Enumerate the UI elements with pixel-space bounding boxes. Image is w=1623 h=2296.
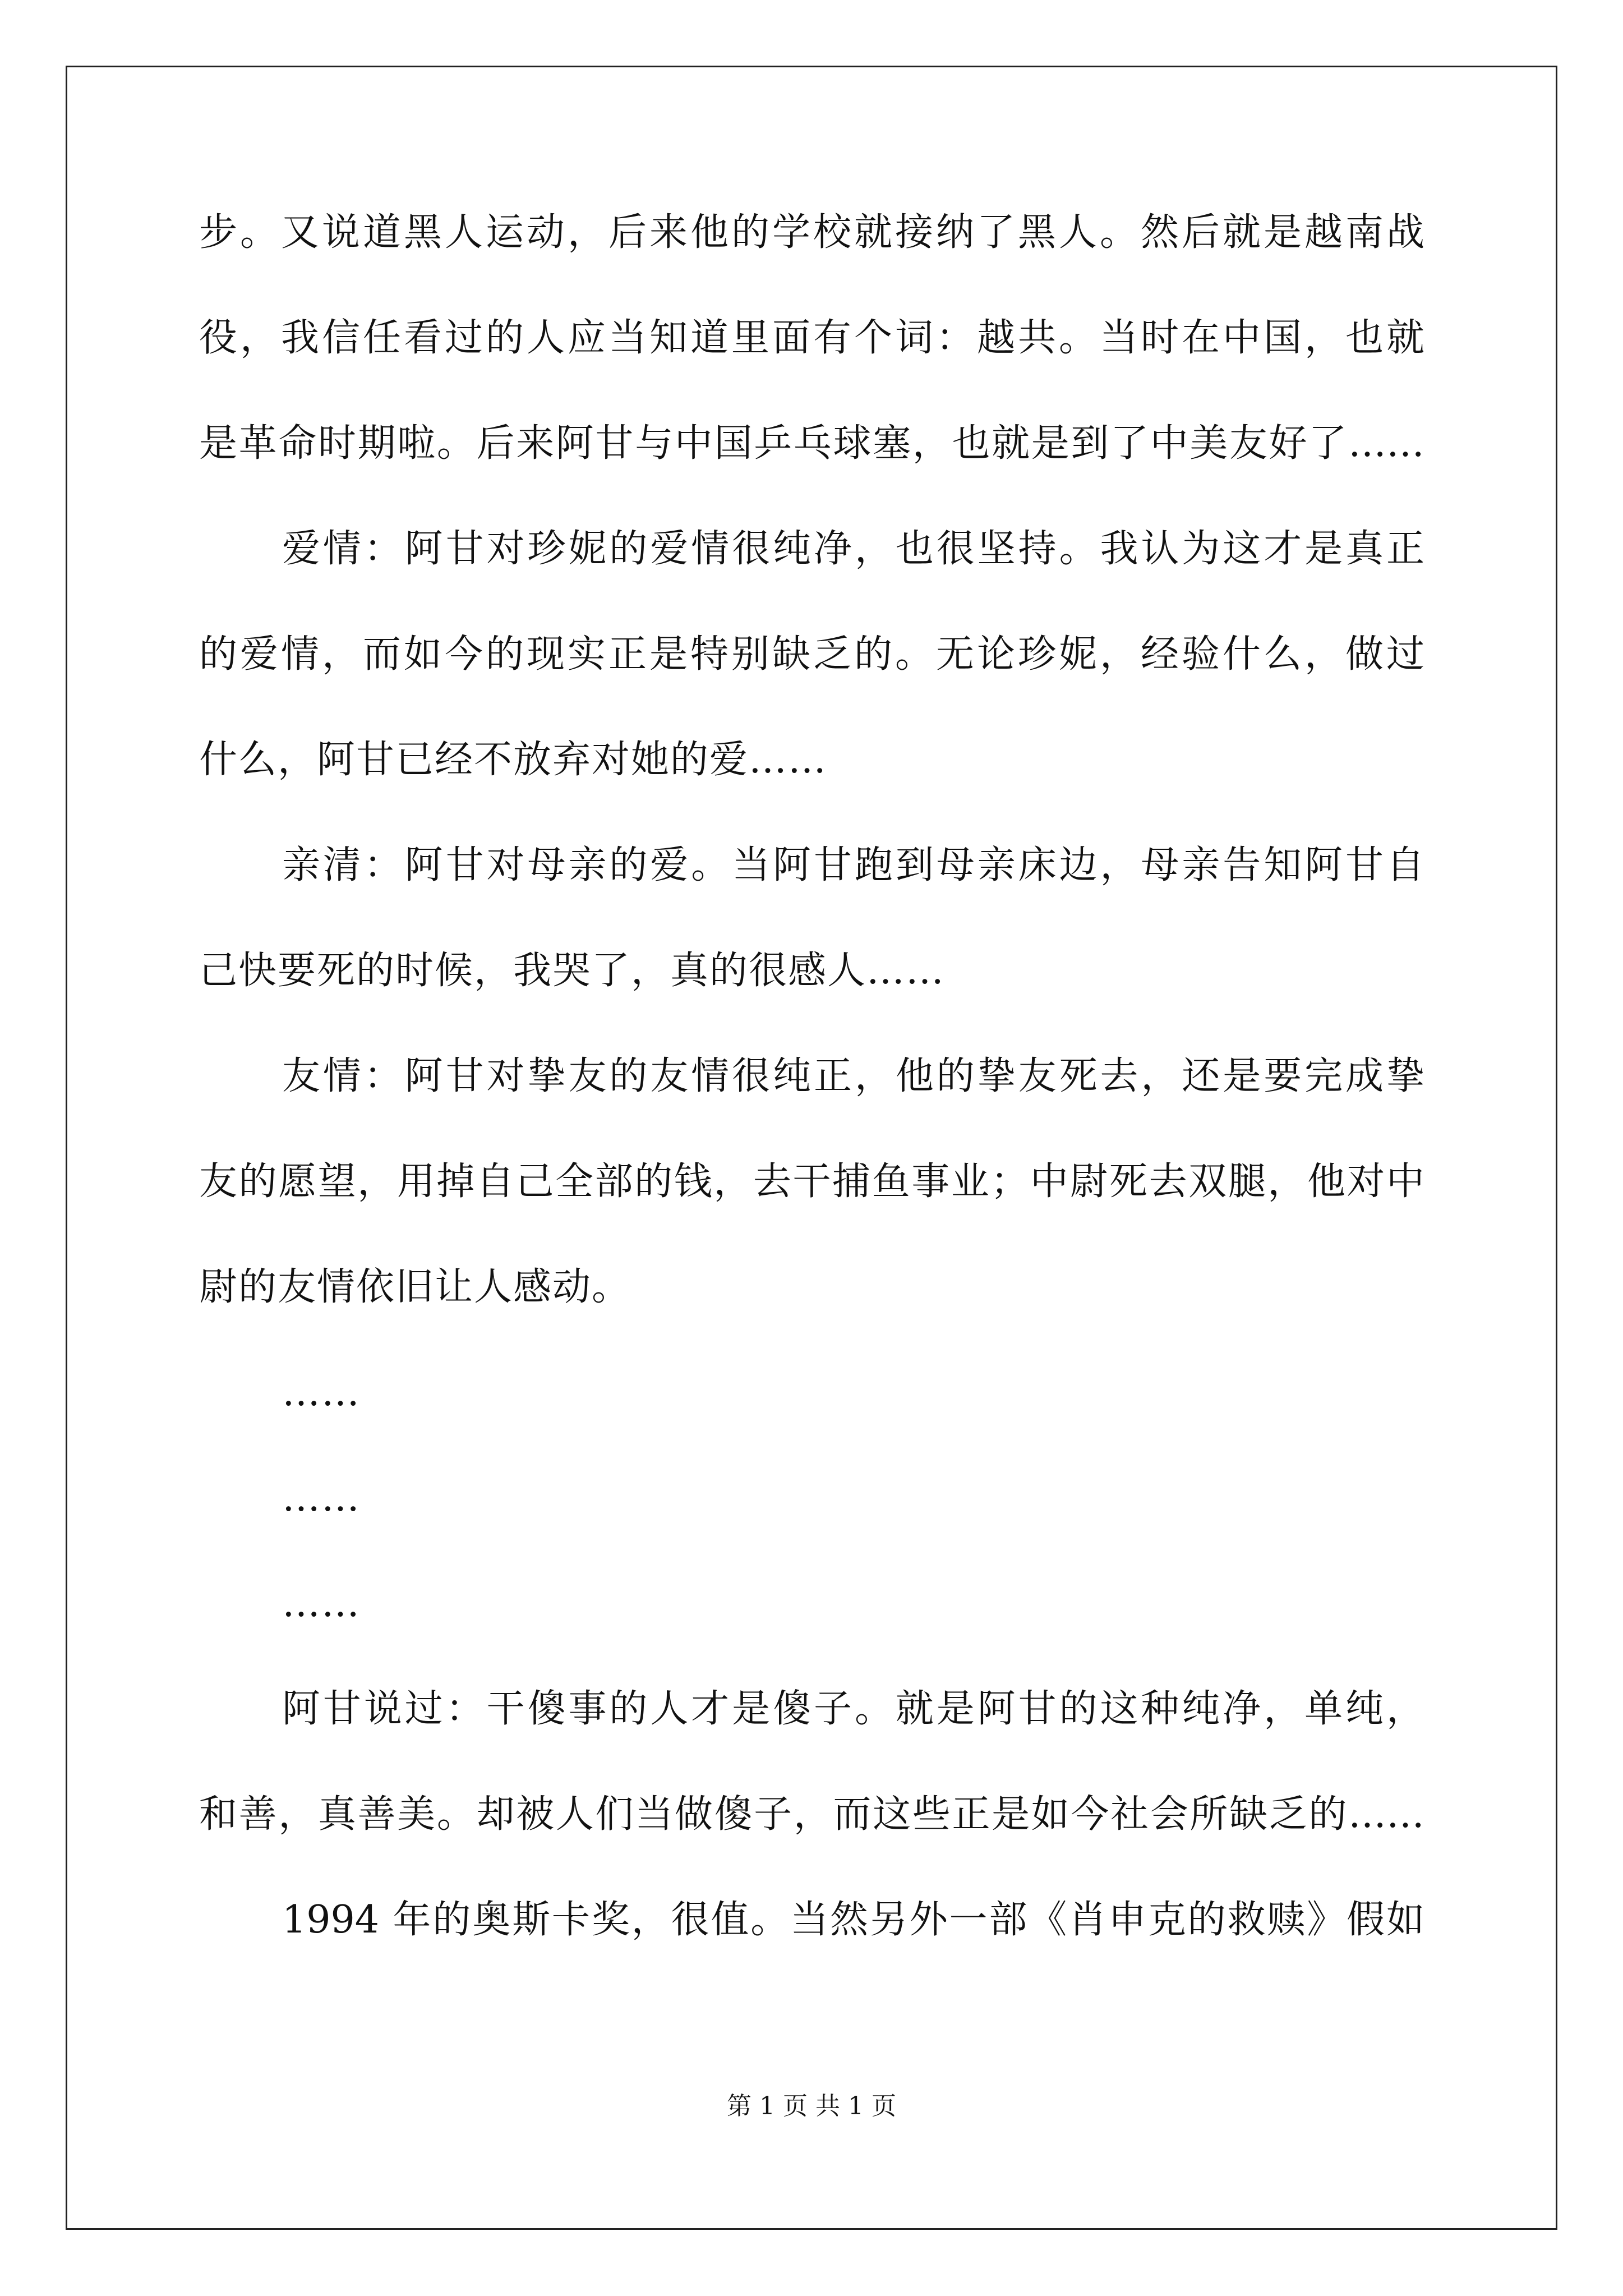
text-line: 的爱情，而如今的现实正是特别缺乏的。无论珍妮，经验什么，做过 <box>199 632 1424 677</box>
text-line: 己快要死的时候，我哭了，真的很感人…… <box>199 949 946 993</box>
text-line: 役，我信任看过的人应当知道里面有个词：越共。当时在中国，也就 <box>199 316 1424 360</box>
text-line: 尉的友情依旧让人感动。 <box>199 1265 631 1309</box>
paragraph-start-family: 亲清：阿甘对母亲的爱。当阿甘跑到母亲床边，母亲告知阿甘自 <box>282 843 1424 887</box>
ellipsis-line: …… <box>282 1581 361 1626</box>
paragraph-start-friendship: 友情：阿甘对挚友的友情很纯正，他的挚友死去，还是要完成挚 <box>282 1054 1424 1098</box>
paragraph-start-oscar: 1994 年的奥斯卡奖，很值。当然另外一部《肖申克的救赎》假如 <box>282 1898 1424 1942</box>
paragraph-start-quote: 阿甘说过：干傻事的人才是傻子。就是阿甘的这种纯净，单纯， <box>282 1687 1424 1731</box>
ellipsis-line: …… <box>282 1476 361 1520</box>
text-line: 什么，阿甘已经不放弃对她的爱…… <box>199 738 828 782</box>
text-line: 友的愿望，用掉自己全部的钱，去干捕鱼事业；中尉死去双腿，他对中 <box>199 1159 1424 1204</box>
paragraph-start-love: 爱情：阿甘对珍妮的爱情很纯净，也很坚持。我认为这才是真正 <box>282 527 1424 571</box>
ellipsis-line: …… <box>282 1370 361 1415</box>
text-line: 和善，真善美。却被人们当做傻子，而这些正是如今社会所缺乏的…… <box>199 1792 1424 1837</box>
text-line: 步。又说道黑人运动，后来他的学校就接纳了黑人。然后就是越南战 <box>199 210 1424 255</box>
page-footer: 第 1 页 共 1 页 <box>727 2092 896 2120</box>
text-line: 是革命时期啦。后来阿甘与中国乒乓球塞，也就是到了中美友好了…… <box>199 421 1424 466</box>
